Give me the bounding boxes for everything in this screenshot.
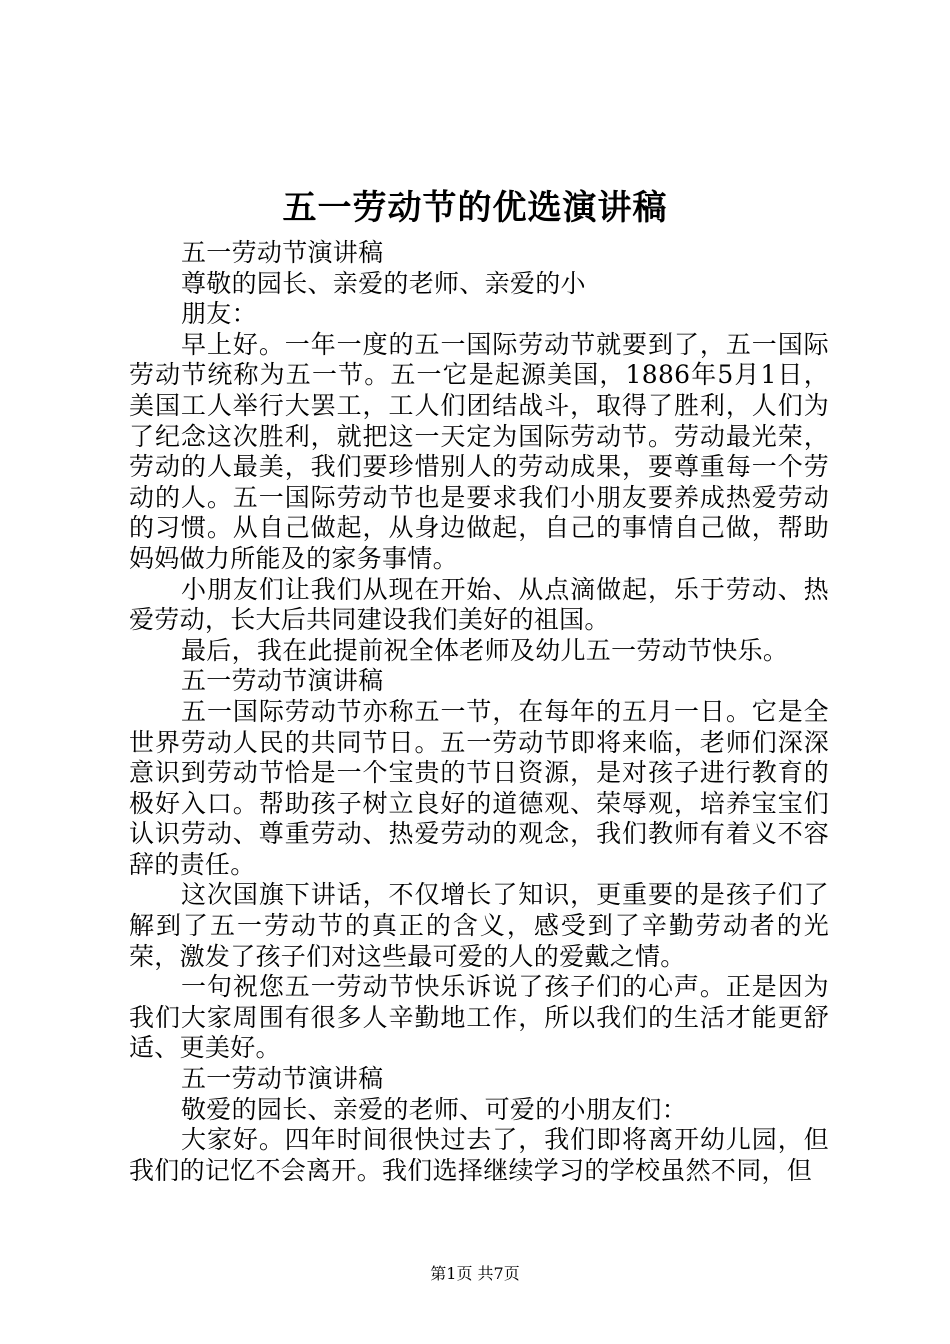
paragraph: 五一劳动节演讲稿 <box>181 238 384 267</box>
page-footer: 第1页 共7页 <box>430 1264 520 1283</box>
paragraph: 早上好。一年一度的五一国际劳动节就要到了，五一国际劳动节统称为五一节。五一它是起源美国，1886年5月1日，美国工人举行大罢工，工人们团结战斗，取得了胜利，人们为了纪念这次胜利，就把这一天定为国际劳动节。劳动最光荣，劳动的人最美，我们要珍惜别人的劳动成果，要尊重每一个劳动的人。五一国际劳动节也是要求我们小朋友要养成热爱劳动的习惯。从自己做起，从身边做起，自己的事情自己做，帮助妈妈做力所能及的家务事情。 <box>129 329 829 573</box>
document-body <box>129 238 829 1186</box>
paragraph: 五一劳动节演讲稿 <box>181 1064 384 1094</box>
paragraph: 小朋友们让我们从现在开始、从点滴做起，乐于劳动、热爱劳动，长大后共同建设我们美好的祖国。 <box>129 574 829 635</box>
paragraph: 尊敬的园长、亲爱的老师、亲爱的小 <box>181 268 586 298</box>
paragraph: 五一劳动节演讲稿 <box>181 666 384 696</box>
paragraph: 朋友： <box>181 299 257 329</box>
paragraph: 敬爱的园长、亲爱的老师、可爱的小朋友们： <box>181 1094 688 1124</box>
paragraph: 大家好。四年时间很快过去了，我们即将离开幼儿园，但我们的记忆不会离开。我们选择继续学习的学校虽然不同，但 <box>129 1125 829 1185</box>
paragraph: 一句祝您五一劳动节快乐诉说了孩子们的心声。正是因为我们大家周围有很多人辛勤地工作，所以我们的生活才能更舒适、更美好。 <box>129 972 829 1063</box>
paragraph: 五一国际劳动节亦称五一节，在每年的五月一日。它是全世界劳动人民的共同节日。五一劳动节即将来临，老师们深深意识到劳动节恰是一个宝贵的节日资源，是对孩子进行教育的极好入口。帮助孩子树立良好的道德观、荣辱观，培养宝宝们认识劳动、尊重劳动、热爱劳动的观念，我们教师有着义不容辞的责任。 <box>129 696 829 879</box>
document-title: 五一劳动节的优选演讲稿 <box>282 188 668 228</box>
paragraph: 最后，我在此提前祝全体老师及幼儿五一劳动节快乐。 <box>181 635 789 665</box>
paragraph: 这次国旗下讲话，不仅增长了知识，更重要的是孩子们了解到了五一劳动节的真正的含义，感受到了辛勤劳动者的光荣，激发了孩子们对这些最可爱的人的爱戴之情。 <box>129 880 829 971</box>
